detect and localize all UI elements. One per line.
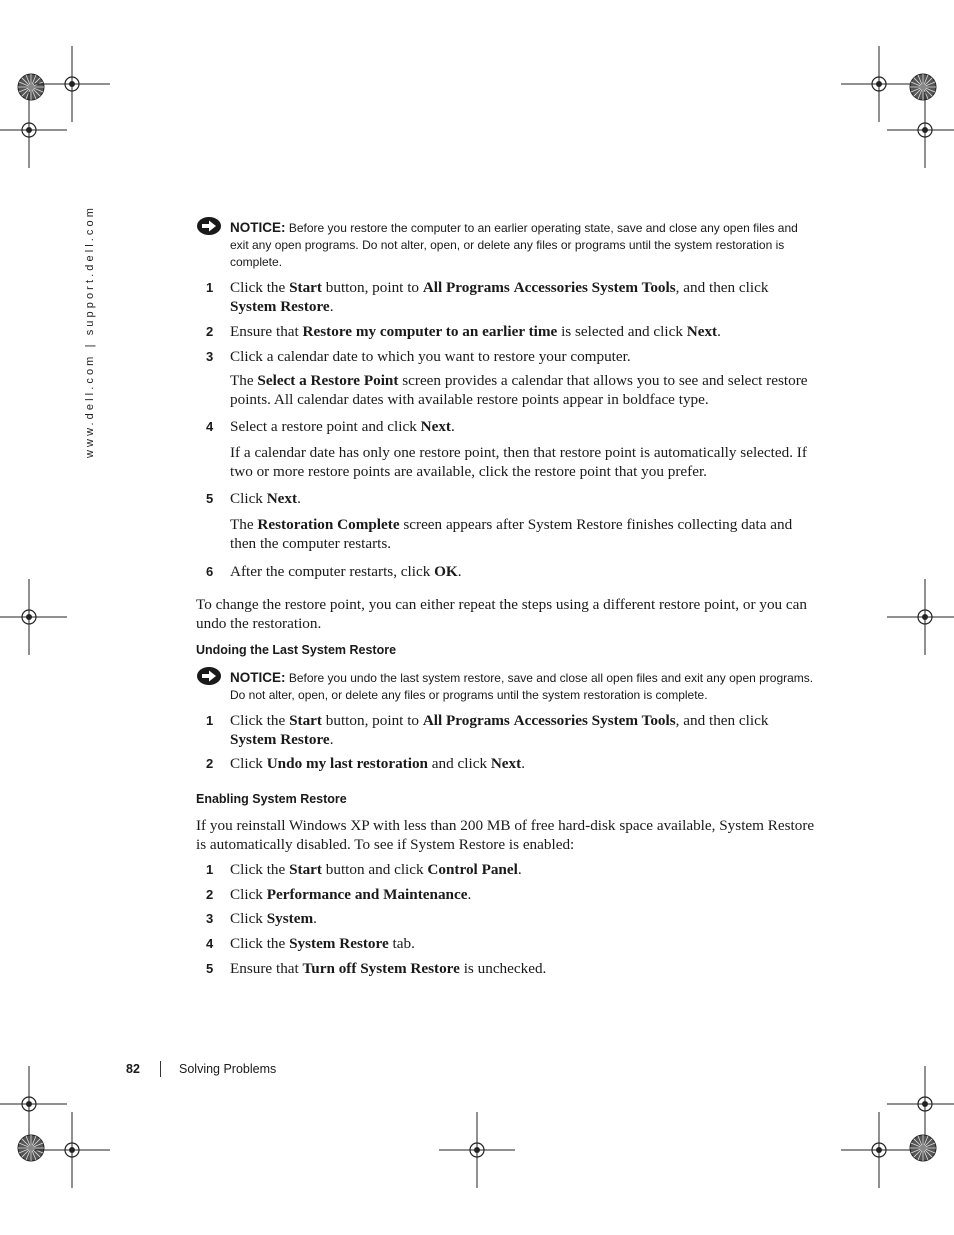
step-text: . xyxy=(521,755,526,772)
step-number: 6 xyxy=(206,564,214,579)
footer-divider xyxy=(160,1061,161,1077)
step-bold: All Programs xyxy=(422,279,510,296)
step-text: button and click xyxy=(321,861,428,878)
step-bold: OK xyxy=(434,563,458,580)
step-text: and click xyxy=(428,755,491,772)
notice-arrow-icon xyxy=(196,216,222,236)
step-text: , and then click xyxy=(675,279,769,296)
step-text: . xyxy=(717,323,721,340)
notice-label: NOTICE: xyxy=(230,670,286,685)
step-bold: System Tools xyxy=(591,279,676,296)
step-number: 3 xyxy=(206,911,214,926)
step-text: Select a restore point and click xyxy=(230,418,421,435)
step-number: 4 xyxy=(206,419,214,434)
step-bold: Turn off System Restore xyxy=(302,960,460,977)
step-number: 5 xyxy=(206,491,214,506)
step-text: . xyxy=(457,563,462,580)
step-text xyxy=(230,934,816,953)
step5-detail xyxy=(230,515,820,553)
step-text xyxy=(230,347,816,366)
step-number: 1 xyxy=(206,280,214,295)
heading-enabling: Enabling System Restore xyxy=(196,792,347,806)
step-text xyxy=(230,959,816,978)
step-bold: Start xyxy=(289,712,322,729)
step-text: Click xyxy=(230,910,267,927)
footer-section-title: Solving Problems xyxy=(179,1062,277,1076)
step-text xyxy=(230,322,816,341)
step-text: . xyxy=(329,298,334,315)
step-number: 2 xyxy=(206,887,214,902)
notice-block-undo xyxy=(196,666,816,706)
step-text: . xyxy=(451,418,455,435)
step-bold: Undo my last restoration xyxy=(266,755,428,772)
step-text: Click xyxy=(230,755,267,772)
notice-arrow-icon xyxy=(196,666,222,686)
step-text: Click the xyxy=(230,935,290,952)
step-text: Click a calendar date to which you want to restore your computer. xyxy=(230,348,631,365)
step-number: 4 xyxy=(206,936,214,951)
sub-text: The xyxy=(230,516,258,533)
heading-undoing: Undoing the Last System Restore xyxy=(196,643,397,657)
step-bold: Performance and Maintenance xyxy=(266,886,468,903)
step-text xyxy=(230,711,816,749)
step-text: . xyxy=(329,731,334,748)
side-url: www.dell.com | support.dell.com xyxy=(84,204,96,458)
step-text xyxy=(230,489,816,508)
sub-text: screen appears after System Restore finishes collecting data and then the computer restarts. xyxy=(230,516,793,552)
step-bold: Start xyxy=(289,279,322,296)
step-number: 2 xyxy=(206,756,214,771)
sub-bold: Select a Restore Point xyxy=(257,372,399,389)
sub-bold: Restoration Complete xyxy=(257,516,400,533)
sub-text: The xyxy=(230,372,258,389)
step-bold: System Restore xyxy=(230,731,330,748)
step-bold: Next xyxy=(686,323,718,340)
page-number: 82 xyxy=(126,1062,140,1076)
paragraph-change-restore: To change the restore point, you can either repeat the steps using a different restore point, or you can undo the restoration. xyxy=(196,596,808,632)
step3-detail xyxy=(230,371,820,409)
step-bold: Restore my computer to an earlier time xyxy=(302,323,558,340)
step-text: Click the xyxy=(230,861,290,878)
step-text: Ensure that xyxy=(230,323,303,340)
step-number: 2 xyxy=(206,324,214,339)
step-number: 1 xyxy=(206,862,214,877)
step-bold: System Tools xyxy=(591,712,676,729)
step-bold: System xyxy=(266,910,314,927)
notice-text: Before you restore the computer to an earlier operating state, save and close any open files and exit any open programs. Do not alter, open, or delete any files or programs until the system restoration is complete. xyxy=(230,221,798,269)
notice-block xyxy=(196,216,816,272)
step-text: button, point to xyxy=(321,712,423,729)
step-text: is selected and click xyxy=(557,323,687,340)
step-text: . xyxy=(297,490,301,507)
step-bold: Next xyxy=(420,418,451,435)
step-text: After the computer restarts, click xyxy=(230,563,435,580)
step-text: is unchecked. xyxy=(459,960,547,977)
step-text: Click the xyxy=(230,279,290,296)
step-text: Click xyxy=(230,886,267,903)
step-text xyxy=(230,417,816,436)
step-bold: Control Panel xyxy=(427,861,518,878)
step-bold: Accessories xyxy=(513,712,588,729)
step-bold: System Restore xyxy=(230,298,330,315)
step-number: 3 xyxy=(206,349,214,364)
step-text xyxy=(230,278,816,316)
notice-label: NOTICE: xyxy=(230,220,286,235)
step-bold: Start xyxy=(289,861,322,878)
paragraph-enable: If you reinstall Windows XP with less than 200 MB of free hard-disk space available, System Restore is automatically disabled. To see if System Restore is enabled: xyxy=(196,817,815,853)
step-text: Click the xyxy=(230,712,290,729)
notice-text: Before you undo the last system restore, save and close all open files and exit any open programs. Do not alter, open, or delete any files or programs until the system restoration is complete. xyxy=(230,671,814,702)
step-bold: System Restore xyxy=(289,935,389,952)
sub-text: screen provides a calendar that allows you to see and select restore points. All calendar dates with available restore points appear in boldface type. xyxy=(230,372,808,408)
step-bold: Next xyxy=(490,755,522,772)
step-text: button, point to xyxy=(321,279,423,296)
step-text: . xyxy=(517,861,522,878)
step-text: Ensure that xyxy=(230,960,303,977)
step-text xyxy=(230,885,816,904)
step-text: Click xyxy=(230,490,267,507)
step-number: 1 xyxy=(206,713,214,728)
step-bold: Accessories xyxy=(513,279,588,296)
step-bold: All Programs xyxy=(422,712,510,729)
step4-detail: If a calendar date has only one restore point, then that restore point is automatically selected. If two or more restore points are available, click the restore point that you prefer. xyxy=(230,444,807,480)
step-text xyxy=(230,909,816,928)
step-text xyxy=(230,860,816,879)
step-text: tab. xyxy=(388,935,415,952)
step-number: 5 xyxy=(206,961,214,976)
step-text: , and then click xyxy=(675,712,769,729)
step-text xyxy=(230,562,816,581)
step-text: . xyxy=(467,886,472,903)
step-bold: Next xyxy=(266,490,298,507)
step-text xyxy=(230,754,816,773)
step-text: . xyxy=(313,910,317,927)
